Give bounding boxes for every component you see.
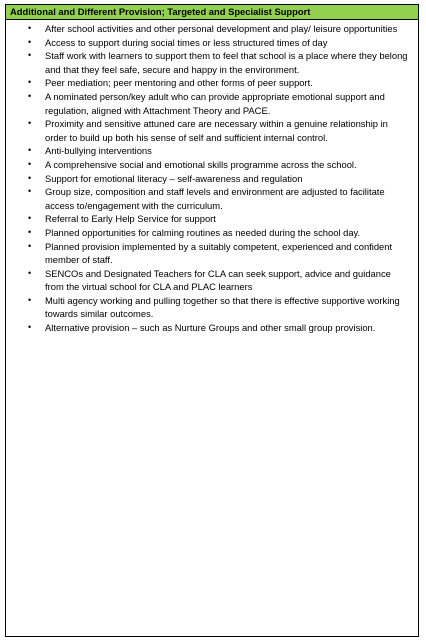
list-item-text: A nominated person/key adult who can provide appropriate emotional support and regulation, aligned with Attachment Theory and PACE. bbox=[45, 90, 385, 116]
bullet-icon: • bbox=[28, 158, 32, 169]
provision-list bbox=[6, 20, 418, 335]
list-item bbox=[6, 321, 418, 335]
bullet-icon: • bbox=[28, 90, 32, 101]
bullet-icon: • bbox=[28, 145, 32, 156]
list-item-text: Group size, composition and staff levels and environment are adjusted to facilitate access to/engagement with the curriculum. bbox=[45, 186, 385, 211]
list-item bbox=[6, 294, 418, 321]
bullet-icon: • bbox=[28, 267, 32, 278]
list-item bbox=[6, 144, 418, 158]
bullet-icon: • bbox=[28, 322, 32, 333]
list-item-text: Anti-bullying interventions bbox=[45, 145, 152, 157]
bullet-icon: • bbox=[28, 50, 32, 61]
list-item bbox=[6, 117, 418, 144]
list-item bbox=[6, 22, 418, 36]
bullet-icon: • bbox=[28, 294, 32, 305]
list-item-text: Access to support during social times or less structured times of day bbox=[45, 36, 328, 48]
list-item bbox=[6, 172, 418, 186]
bullet-icon: • bbox=[28, 172, 32, 183]
list-item-text: Peer mediation; peer mentoring and other forms of peer support. bbox=[45, 77, 313, 89]
bullet-icon: • bbox=[28, 77, 32, 88]
bullet-icon: • bbox=[28, 36, 32, 47]
list-item-text: Referral to Early Help Service for support bbox=[45, 213, 216, 225]
bullet-icon: • bbox=[28, 226, 32, 237]
bullet-icon: • bbox=[28, 240, 32, 251]
list-item-text: Multi agency working and pulling together so that there is effective supportive working towards similar outcomes. bbox=[45, 294, 400, 320]
list-item-text: Planned opportunities for calming routines as needed during the school day. bbox=[45, 226, 361, 238]
list-item bbox=[6, 240, 418, 267]
list-item bbox=[6, 90, 418, 117]
list-item bbox=[6, 267, 418, 294]
list-item bbox=[6, 226, 418, 240]
bullet-icon: • bbox=[28, 186, 32, 197]
list-item-text: Proximity and sensitive attuned care are necessary within a genuine relationship in order to build up both his sense of self and sufficient internal control. bbox=[45, 118, 388, 143]
list-item bbox=[6, 76, 418, 90]
list-item-text: Staff work with learners to support them to feel that school is a place where they belong and that they feel safe, secure and happy in the environment. bbox=[45, 50, 408, 75]
list-item bbox=[6, 49, 418, 76]
list-item bbox=[6, 158, 418, 172]
list-item-text: Planned provision implemented by a suitably competent, experienced and confident member of staff. bbox=[45, 240, 393, 266]
bullet-icon: • bbox=[28, 23, 32, 33]
section-header: Additional and Different Provision; Targeted and Specialist Support bbox=[6, 5, 418, 20]
list-item-text: After school activities and other personal development and play/ leisure opportunities bbox=[45, 23, 398, 34]
list-item-text: A comprehensive social and emotional skills programme across the school. bbox=[45, 158, 357, 170]
bullet-icon: • bbox=[28, 118, 32, 129]
list-item-text: Alternative provision – such as Nurture Groups and other small group provision. bbox=[45, 322, 376, 334]
provision-table bbox=[5, 4, 419, 637]
list-item-text: SENCOs and Designated Teachers for CLA can seek support, advice and guidance from the virtual school for CLA and PLAC learners bbox=[45, 267, 391, 293]
list-item bbox=[6, 36, 418, 50]
bullet-icon: • bbox=[28, 213, 32, 224]
list-item bbox=[6, 185, 418, 212]
list-item bbox=[6, 212, 418, 226]
list-item-text: Support for emotional literacy – self-awareness and regulation bbox=[45, 172, 303, 184]
